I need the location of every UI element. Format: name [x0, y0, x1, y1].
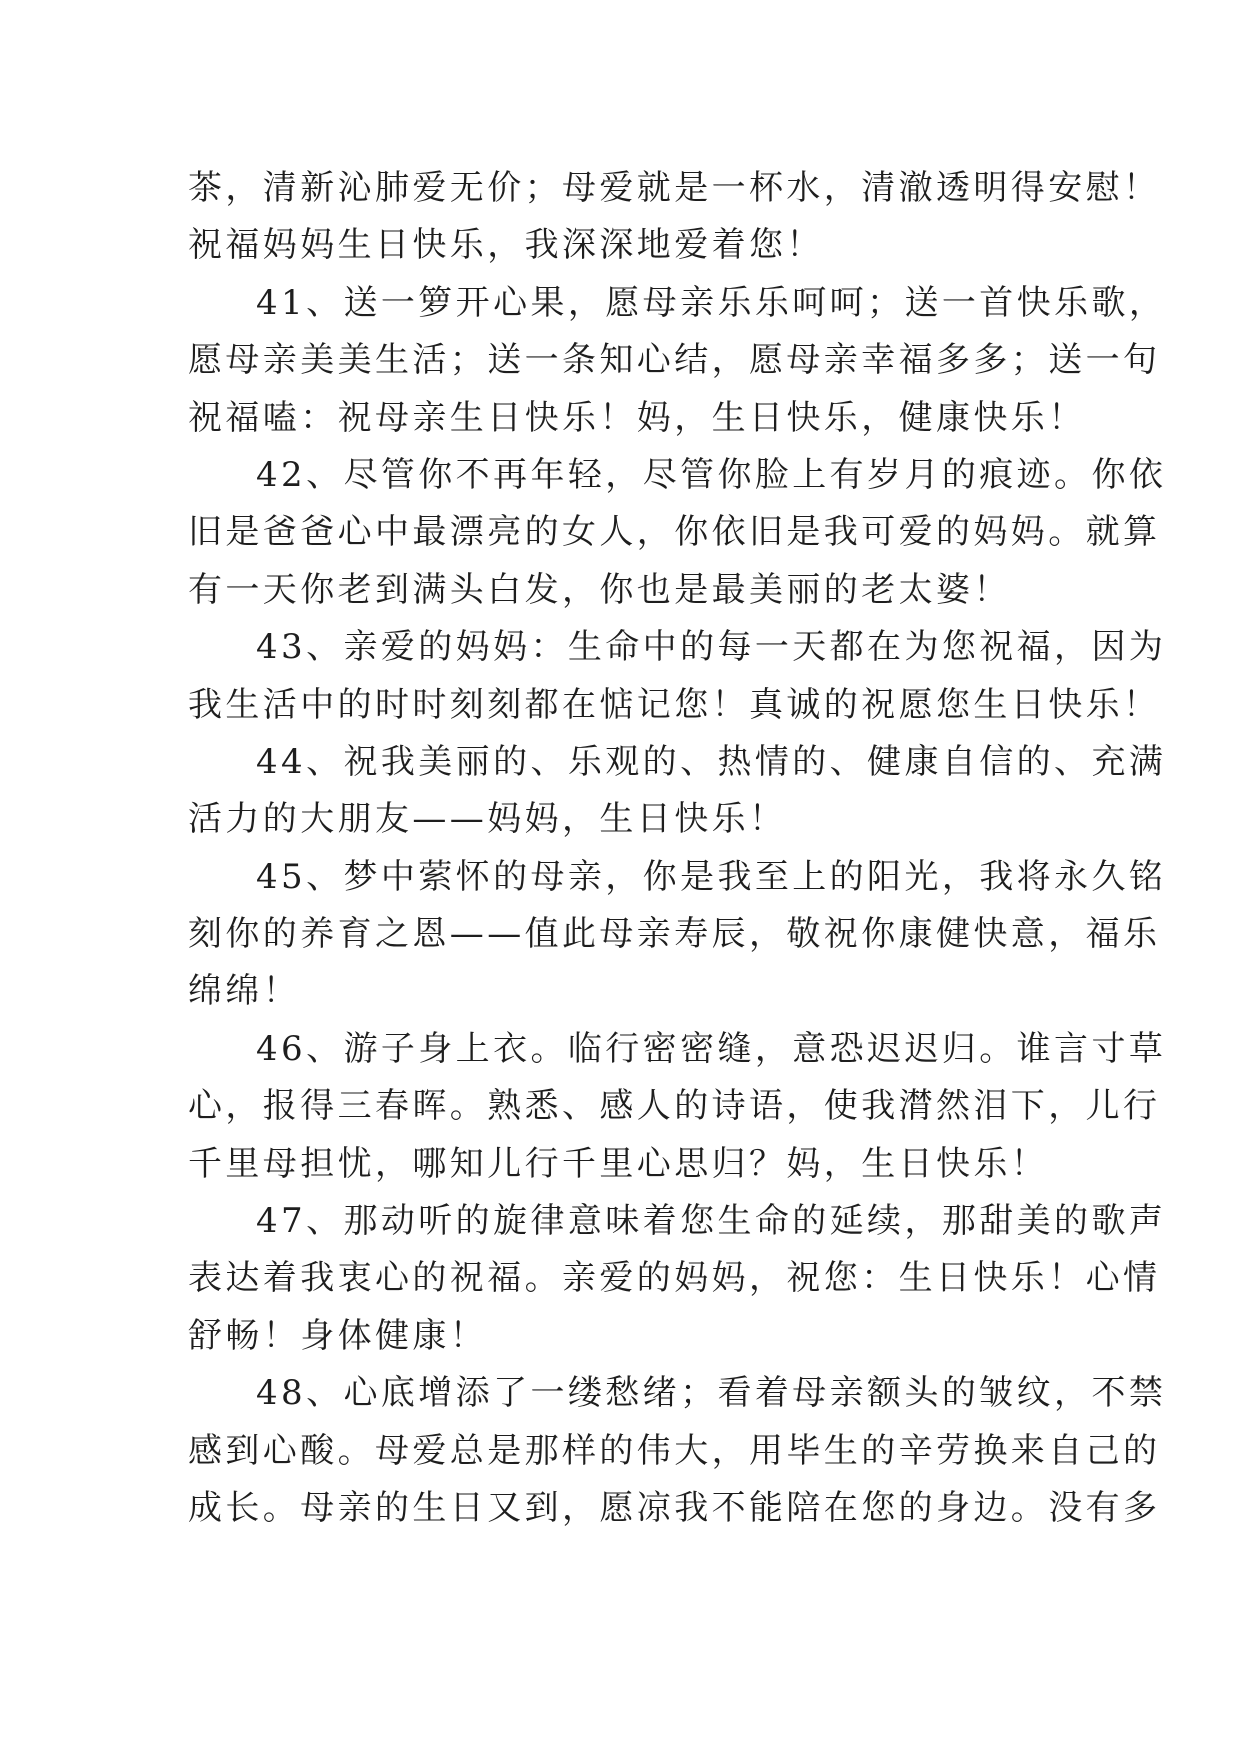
- paragraph-line: 表达着我衷心的祝福。亲爱的妈妈，祝您：生日快乐！心情: [188, 1258, 1161, 1299]
- paragraph-first-line: 45、梦中萦怀的母亲，你是我至上的阳光，我将永久铭: [256, 856, 1167, 897]
- paragraph-line: 祝福妈妈生日快乐，我深深地爱着您！: [188, 225, 824, 266]
- paragraph-line: 心，报得三春晖。熟悉、感人的诗语，使我潸然泪下，儿行: [188, 1086, 1161, 1127]
- paragraph-line: 有一天你老到满头白发，你也是最美丽的老太婆！: [188, 569, 1011, 610]
- paragraph-line: 千里母担忧，哪知儿行千里心思归？妈，生日快乐！: [188, 1143, 1049, 1184]
- paragraph-first-line: 41、送一箩开心果，愿母亲乐乐呵呵；送一首快乐歌，: [256, 282, 1167, 323]
- paragraph-line: 舒畅！身体健康！: [188, 1315, 488, 1356]
- paragraph-first-line: 44、祝我美丽的、乐观的、热情的、健康自信的、充满: [256, 741, 1167, 782]
- paragraph-line: 旧是爸爸心中最漂亮的女人，你依旧是我可爱的妈妈。就算: [188, 512, 1161, 553]
- paragraph-line: 感到心酸。母爱总是那样的伟大，用毕生的辛劳换来自己的: [188, 1430, 1161, 1471]
- paragraph-line: 愿母亲美美生活；送一条知心结，愿母亲幸福多多；送一句: [188, 340, 1161, 381]
- paragraph-first-line: 46、游子身上衣。临行密密缝，意恐迟迟归。谁言寸草: [256, 1028, 1167, 1069]
- paragraph-line: 活力的大朋友——妈妈，生日快乐！: [188, 799, 787, 840]
- paragraph-line: 我生活中的时时刻刻都在惦记您！真诚的祝愿您生日快乐！: [188, 684, 1161, 725]
- paragraph-first-line: 42、尽管你不再年轻，尽管你脸上有岁月的痕迹。你依: [256, 454, 1167, 495]
- paragraph-first-line: 43、亲爱的妈妈：生命中的每一天都在为您祝福，因为: [256, 627, 1167, 668]
- document-body: [188, 160, 1167, 1537]
- paragraph-line: 祝福嗑：祝母亲生日快乐！妈，生日快乐，健康快乐！: [188, 397, 1086, 438]
- paragraph-first-line: 47、那动听的旋律意味着您生命的延续，那甜美的歌声: [256, 1201, 1167, 1242]
- paragraph-line: 绵绵！: [188, 971, 301, 1012]
- paragraph-first-line: 48、心底增添了一缕愁绪；看着母亲额头的皱纹，不禁: [256, 1373, 1167, 1414]
- paragraph-line: 茶，清新沁肺爱无价；母爱就是一杯水，清澈透明得安慰！: [188, 168, 1161, 208]
- paragraph-line: 成长。母亲的生日又到，愿凉我不能陪在您的身边。没有多: [188, 1487, 1161, 1528]
- paragraph-line: 刻你的养育之恩——值此母亲寿辰，敬祝你康健快意，福乐: [188, 914, 1161, 955]
